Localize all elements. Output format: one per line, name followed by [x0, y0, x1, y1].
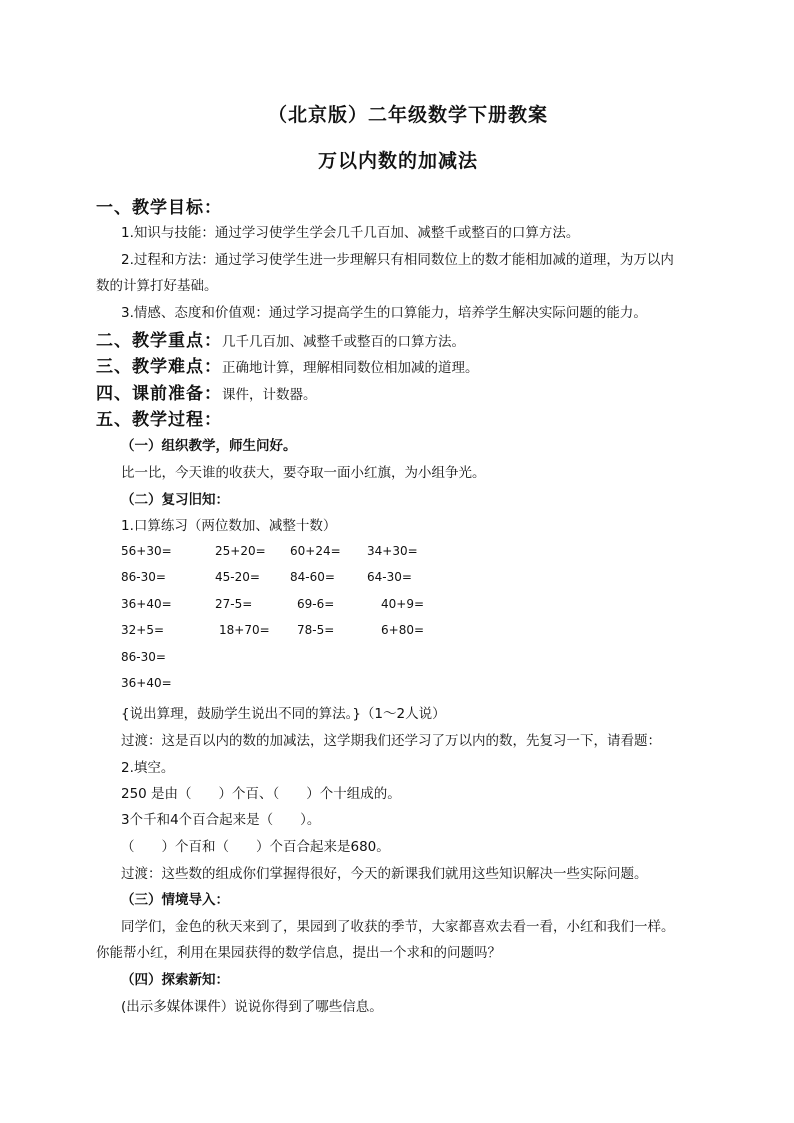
section-heading-process: 五、教学过程：: [96, 410, 222, 430]
fill-blank-item: （ ）个百和（ ）个百合起来是680。: [121, 839, 390, 855]
process-text-continued: 你能帮小红，利用在果园获得的数学信息，提出一个求和的问题吗？: [96, 945, 501, 961]
calc-item: 27-5=: [215, 597, 253, 611]
goal-item-continued: 数的计算打好基础。: [96, 278, 218, 294]
process-item: 2.填空。: [121, 760, 175, 776]
doc-subtitle: 万以内数的加减法: [318, 150, 479, 172]
section-key-points: [96, 326, 465, 351]
section-label: 三、教学难点：: [96, 357, 222, 377]
fill-blank-item: 250 是由（ ）个百、（ ）个十组成的。: [121, 786, 401, 802]
section-preparation: [96, 379, 317, 404]
calc-item: 84-60=: [290, 570, 335, 584]
process-transition: 过渡：这些数的组成你们掌握得很好，今天的新课我们就用这些知识解决一些实际问题。: [121, 866, 648, 882]
calc-item: 86-30=: [121, 650, 166, 664]
calc-item: 34+30=: [367, 544, 418, 558]
goal-item: 3.情感、态度和价值观：通过学习提高学生的口算能力，培养学生解决实际问题的能力。: [121, 305, 647, 321]
process-text: (出示多媒体课件）说说你得到了哪些信息。: [121, 999, 383, 1015]
calc-item: 86-30=: [121, 570, 166, 584]
goal-item: 2.过程和方法：通过学习使学生进一步理解只有相同数位上的数才能相加减的道理，为万以内: [121, 252, 674, 268]
doc-title: （北京版）二年级数学下册教案: [268, 104, 549, 126]
calc-item: 18+70=: [219, 623, 270, 637]
section-difficulties: [96, 352, 479, 377]
process-text: 比一比，今天谁的收获大，要夺取一面小红旗，为小组争光。: [121, 465, 486, 481]
process-text: 同学们，金色的秋天来到了，果园到了收获的季节，大家都喜欢去看一看，小红和我们一样。: [121, 919, 675, 935]
process-transition: 过渡：这是百以内的数的加减法，这学期我们还学习了万以内的数，先复习一下，请看题：: [121, 733, 661, 749]
calc-item: 40+9=: [381, 597, 425, 611]
calc-item: 45-20=: [215, 570, 260, 584]
calc-item: 64-30=: [367, 570, 412, 584]
calc-item: 6+80=: [381, 623, 425, 637]
fill-blank-item: 3个千和4个百合起来是（ ）。: [121, 812, 321, 828]
process-note: {说出算理，鼓励学生说出不同的算法。}（1～2人说）: [121, 706, 446, 722]
calc-item: 56+30=: [121, 544, 172, 558]
calc-item: 36+40=: [121, 597, 172, 611]
section-text: 正确地计算，理解相同数位相加减的道理。: [222, 360, 479, 376]
process-step-heading: （一）组织教学，师生问好。: [121, 438, 297, 454]
section-label: 二、教学重点：: [96, 331, 222, 351]
process-step-heading: （四）探索新知：: [121, 972, 229, 988]
calc-item: 32+5=: [121, 623, 165, 637]
calc-item: 60+24=: [290, 544, 341, 558]
section-label: 四、课前准备：: [96, 384, 222, 404]
calc-item: 78-5=: [297, 623, 335, 637]
section-text: 课件，计数器。: [222, 387, 317, 403]
calc-item: 36+40=: [121, 676, 172, 690]
goal-item: 1.知识与技能：通过学习使学生学会几千几百加、减整千或整百的口算方法。: [121, 225, 580, 241]
section-text: 几千几百加、减整千或整百的口算方法。: [222, 334, 465, 350]
section-heading-goals: 一、教学目标：: [96, 198, 222, 218]
calc-item: 25+20=: [215, 544, 266, 558]
process-step-heading: （三）情境导入：: [121, 892, 229, 908]
calc-item: 69-6=: [297, 597, 335, 611]
process-step-heading: （二）复习旧知：: [121, 492, 229, 508]
process-item: 1.口算练习（两位数加、减整十数）: [121, 518, 337, 534]
